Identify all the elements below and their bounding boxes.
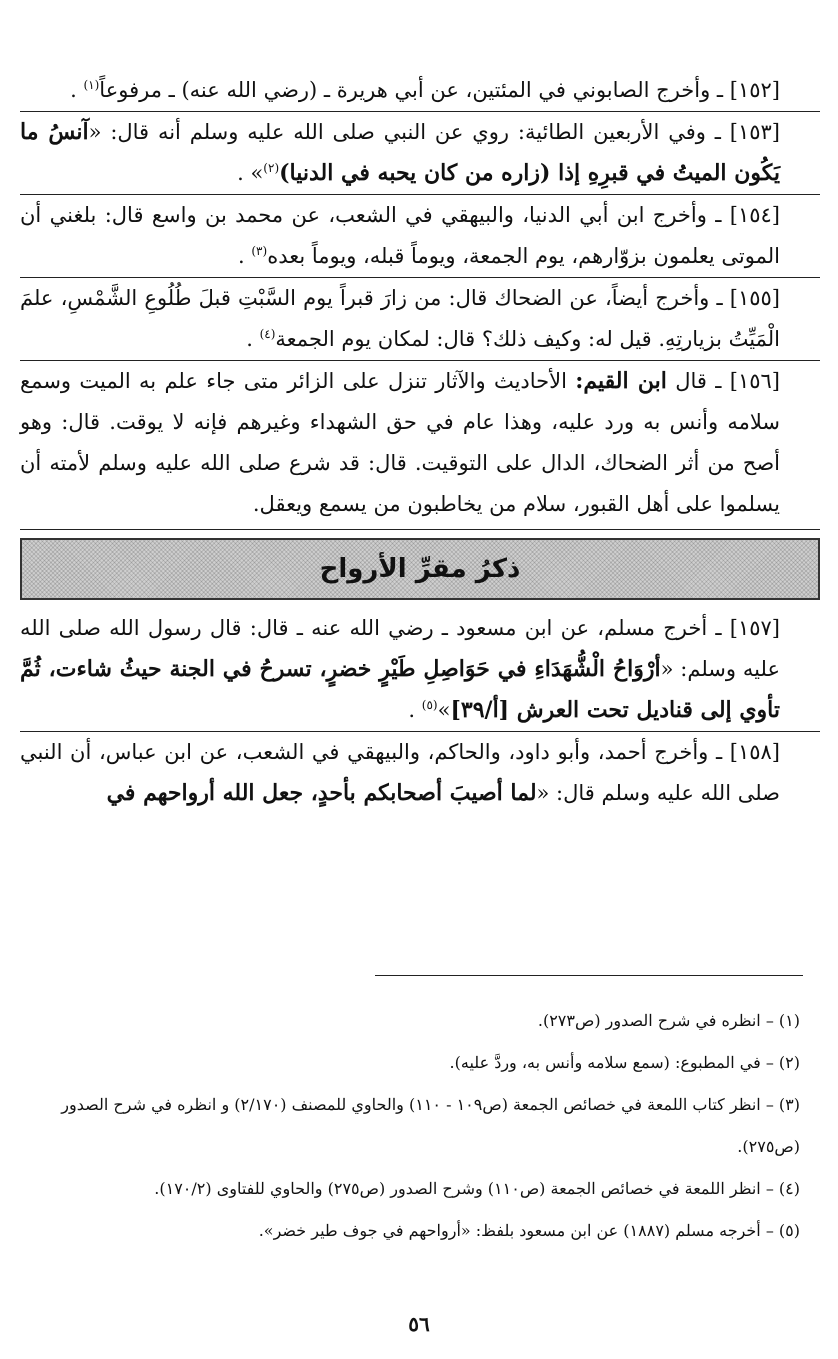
footnote: (٣) – انظر كتاب اللمعة في خصائص الجمعة (ص١٠٩ - ١١٠) والحاوي للمصنف (٢/١٧٠) و انظره في شرح الصدور (ص٢٧٥). [61, 1095, 800, 1156]
footnote-marker: (٣) [251, 244, 268, 258]
text-run: . [408, 698, 422, 722]
text-run: [١٥٤] ـ وأخرج ابن أبي الدنيا، والبيهقي في الشعب، عن محمد بن واسع قال: بلغني أن الموتى يعلمون بزوّارهم، يوم الجمعة، ويوماً قبله، ويوماً بعده [20, 203, 780, 268]
paragraph [20, 70, 820, 111]
footnotes [20, 1000, 820, 1252]
footnote: (٤) – انظر اللمعة في خصائص الجمعة (ص١١٠) وشرح الصدور (ص٢٧٥) والحاوي للفتاوى (١٧٠/٢). [154, 1179, 800, 1198]
text-run: . [246, 327, 260, 351]
text-run: لما أصيبَ أصحابكم بأحدٍ، جعل الله أرواحهم في [106, 780, 537, 806]
footnote: (٥) – أخرجه مسلم (١٨٨٧) عن ابن مسعود بلفظ: «أرواحهم في جوف طير خضر». [258, 1221, 800, 1240]
paragraph [20, 731, 820, 814]
text-run: ابن القيم: [575, 368, 667, 394]
text-run: [١٥٨] ـ وأخرج أحمد، وأبو داود، والحاكم، والبيهقي في الشعب، عن ابن عباس، أن النبي صلى الله عليه وسلم قال: « [20, 740, 780, 805]
text-run: الأحاديث والآثار تنزل على الزائر متى جاء علم به الميت وسمع سلامه وأنس به ورد عليه، وهذا عام في حق الشهداء وغيرهم فإنه لا يوقت. قال: وهو أصح من أثر الضحاك، الدال على التوقيت. قال: قد شرع صلى الله عليه وسلم لأمته أن يسلموا على أهل القبور، سلام من يخاطبون من يسمع ويعقل. [20, 369, 780, 516]
text-run: » [437, 698, 451, 722]
paragraphs-block-1 [20, 70, 820, 530]
text-run: . [238, 244, 252, 268]
paragraphs-block-2 [20, 608, 820, 814]
text-run: [١٥٥] ـ وأخرج أيضاً، عن الضحاك قال: من زارَ قبراً يوم السَّبْتِ قبلَ طُلُوعِ الشَّمْسِ، علمَ الْمَيِّتُ بزيارتِهِ. قيل له: وكيف ذلك؟ قال: لمكان يوم الجمعة [20, 286, 780, 351]
paragraph [20, 608, 820, 731]
text-run: [١٥٣] ـ وفي الأربعين الطائية: روي عن النبي صلى الله عليه وسلم أنه قال: « [88, 120, 780, 144]
text-run: آنسُ ما يَكُون الميتُ في قبرِهِ إذا (زاره من كان يحبه في الدنيا) [20, 119, 780, 186]
section-heading: ذكرُ مقرِّ الأرواح [20, 538, 820, 600]
footnote: (١) – انظره في شرح الصدور (ص٢٧٣). [537, 1011, 800, 1030]
footnote-marker: (١) [83, 78, 100, 92]
footnote-marker: (٤) [259, 327, 276, 341]
paragraph [20, 194, 820, 277]
text-run: أرْوَاحُ الْشُّهَدَاءِ في حَوَاصِلِ طَيْرٍ خضرٍ، تسرحُ في الجنة حيثُ شاءت، ثُمَّ تأوي إلى قناديل تحت العرش [أ/٣٩] [20, 656, 780, 723]
footnote-separator [375, 975, 803, 976]
text-run: » . [237, 161, 264, 185]
paragraph [20, 111, 820, 194]
page-number: ٥٦ [408, 1312, 430, 1336]
text-run: [١٥٧] ـ أخرج مسلم، عن ابن مسعود ـ رضي الله عنه ـ قال: قال رسول الله صلى الله عليه وسلم: « [20, 616, 780, 681]
footnote-marker: (٢) [263, 161, 280, 175]
text-run: . [70, 78, 84, 102]
paragraph [20, 360, 820, 530]
paragraph [20, 277, 820, 360]
footnote: (٢) – في المطبوع: (سمع سلامه وأنس به، وردَّ عليه). [449, 1053, 800, 1072]
text-run: [١٥٦] ـ قال [666, 369, 780, 393]
text-run: [١٥٢] ـ وأخرج الصابوني في المئتين، عن أبي هريرة ـ (رضي الله عنه) ـ مرفوعاً [99, 78, 780, 102]
main-text [20, 70, 820, 814]
footnote-marker: (٥) [421, 698, 438, 712]
